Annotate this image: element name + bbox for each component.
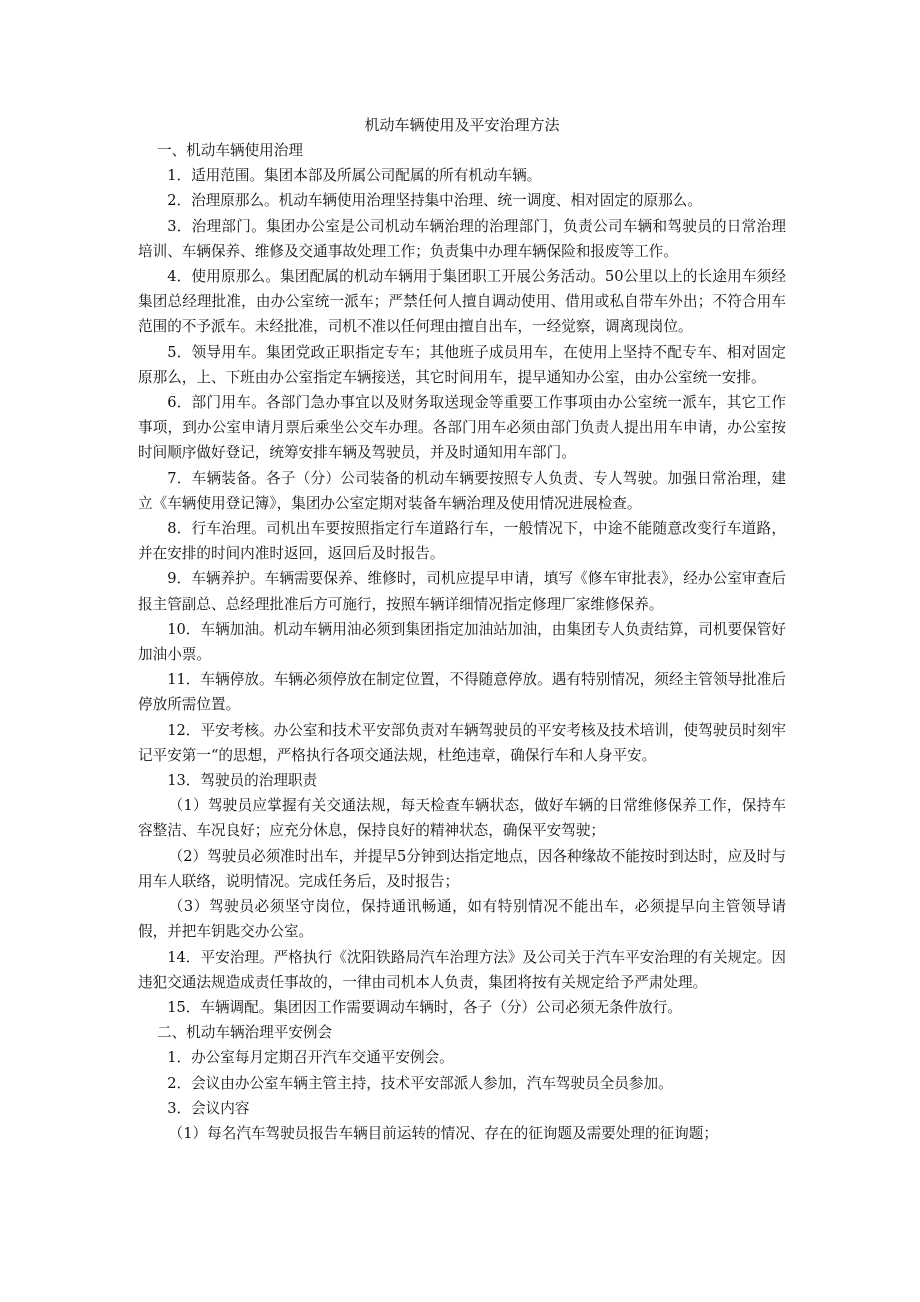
- item-paragraph: 2．治理原那么。机动车辆使用治理坚持集中治理、统一调度、相对固定的原那么。: [167, 192, 702, 210]
- item-paragraph: 7．车辆装备。各子（分）公司装备的机动车辆要按照专人负责、专人驾驶。加强日常治理，建立《车辆使用登记簿》，集团办公室定期对装备车辆治理及使用情况进展检查。: [138, 469, 786, 512]
- document-body: [138, 138, 786, 1146]
- section-heading: 二、机动车辆治理平安例会: [156, 1024, 333, 1042]
- item-paragraph: 14．平安治理。严格执行《沈阳铁路局汽车治理方法》及公司关于汽车平安治理的有关规定。因违犯交通法规造成责任事故的，一律由司机本人负责，集团将按有关规定给予严肃处理。: [138, 948, 786, 991]
- document-title: 机动车辆使用及平安治理方法: [364, 116, 560, 134]
- sub-item-paragraph: （3）驾驶员必须坚守岗位，保持通讯畅通，如有特别情况不能出车，必须提早向主管领导请假，并把车钥匙交办公室。: [138, 898, 786, 941]
- item-paragraph: 6．部门用车。各部门急办事宜以及财务取送现金等重要工作事项由办公室统一派车，其它工作事项，到办公室申请月票后乘坐公交车办理。各部门用车必须由部门负责人提出用车申请，办公室按时间顺序做好登记，统筹安排车辆及驾驶员，并及时通知用车部门。: [138, 394, 786, 462]
- item-paragraph: 1．办公室每月定期召开汽车交通平安例会。: [167, 1049, 454, 1067]
- item-paragraph: 2．会议由办公室车辆主管主持，技术平安部派人参加，汽车驾驶员全员参加。: [167, 1074, 673, 1092]
- item-paragraph: 4．使用原那么。集团配属的机动车辆用于集团职工开展公务活动。50公里以上的长途用车须经集团总经理批准，由办公室统一派车；严禁任何人擅自调动使用、借用或私自带车外出；不符合用车范围的不予派车。未经批准，司机不准以任何理由擅自出车，一经觉察，调离现岗位。: [138, 268, 786, 336]
- item-paragraph: 11．车辆停放。车辆必须停放在制定位置，不得随意停放。遇有特别情况，须经主管领导批准后停放所需位置。: [138, 671, 786, 714]
- item-paragraph: 15．车辆调配。集团因工作需要调动车辆时，各子（分）公司必须无条件放行。: [167, 998, 682, 1016]
- item-paragraph: 5．领导用车。集团党政正职指定专车；其他班子成员用车，在使用上坚持不配专车、相对固定原那么，上、下班由办公室指定车辆接送，其它时间用车，提早通知办公室，由办公室统一安排。: [138, 343, 786, 386]
- item-paragraph: 10．车辆加油。机动车辆用油必须到集团指定加油站加油，由集团专人负责结算，司机要保管好加油小票。: [138, 620, 786, 664]
- item-paragraph: 3．治理部门。集团办公室是公司机动车辆治理的治理部门，负责公司车辆和驾驶员的日常治理培训、车辆保养、维修及交通事故处理工作；负责集中办理车辆保险和报废等工作。: [138, 217, 786, 260]
- section-heading: 一、机动车辆使用治理: [156, 142, 303, 159]
- item-paragraph: 8．行车治理。司机出车要按照指定行车道路行车，一般情况下，中途不能随意改变行车道路，并在安排的时间内准时返回，返回后及时报告。: [138, 520, 786, 563]
- sub-item-paragraph: （2）驾驶员必须准时出车，并提早5分钟到达指定地点，因各种缘故不能按时到达时，应及时与用车人联络，说明情况。完成任务后，及时报告；: [138, 847, 786, 890]
- document-page: [138, 112, 786, 1146]
- item-paragraph: 12．平安考核。办公室和技术平安部负责对车辆驾驶员的平安考核及技术培训，使驾驶员时刻牢记平安第一“的思想，严格执行各项交通法规，杜绝违章，确保行车和人身平安。: [138, 721, 786, 764]
- item-paragraph: 3．会议内容: [167, 1099, 250, 1117]
- sub-item-paragraph: （1）每名汽车驾驶员报告车辆目前运转的情况、存在的征询题及需要处理的征询题；: [168, 1124, 718, 1142]
- item-paragraph: 9．车辆养护。车辆需要保养、维修时，司机应提早申请，填写《修车审批表》，经办公室审查后报主管副总、总经理批准后方可施行，按照车辆详细情况指定修理厂家维修保养。: [138, 570, 786, 613]
- sub-item-paragraph: （1）驾驶员应掌握有关交通法规，每天检查车辆状态，做好车辆的日常维修保养工作，保持车容整洁、车况良好；应充分休息，保持良好的精神状态，确保平安驾驶；: [138, 797, 786, 840]
- item-paragraph: 13．驾驶员的治理职责: [167, 772, 318, 790]
- item-paragraph: 1．适用范围。集团本部及所属公司配属的所有机动车辆。: [167, 167, 542, 185]
